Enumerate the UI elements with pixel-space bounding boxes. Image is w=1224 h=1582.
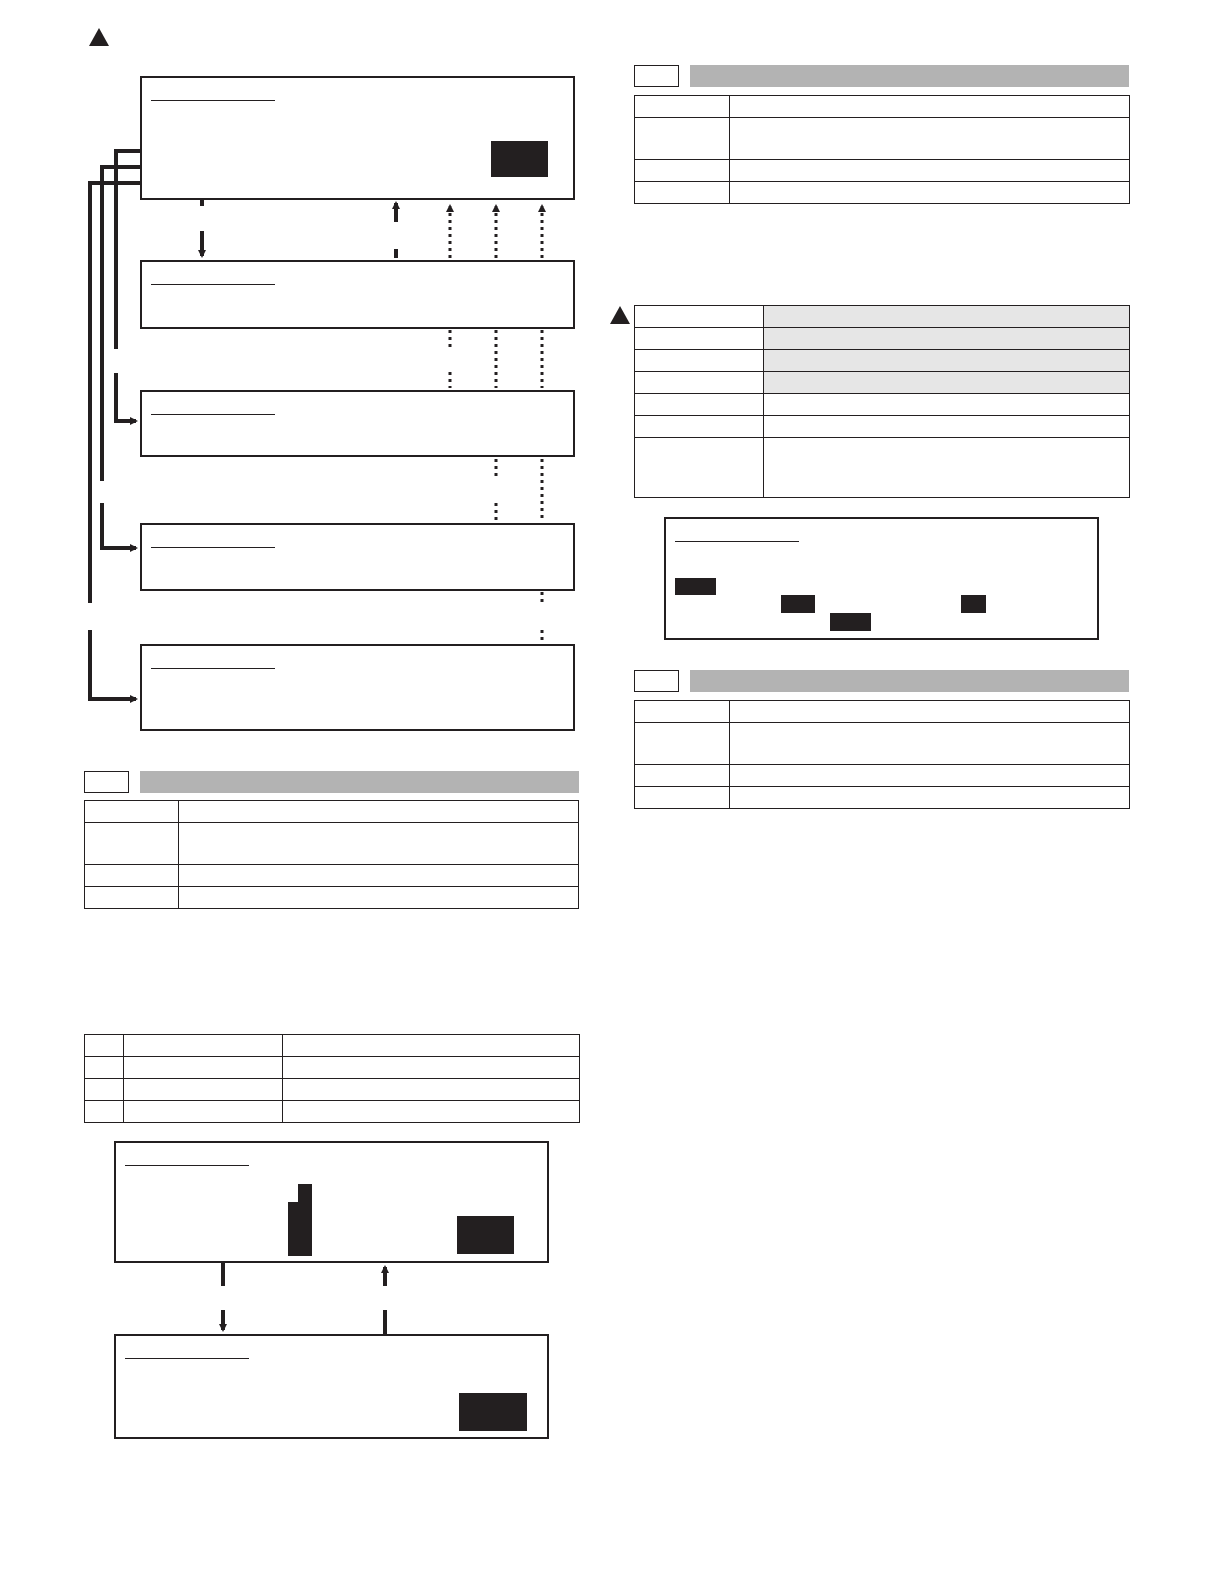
table-a <box>84 800 579 909</box>
table-row <box>635 765 1130 787</box>
table-cell <box>730 182 1130 204</box>
table-cell <box>635 328 764 350</box>
screen-highlight <box>457 1216 514 1254</box>
table-cell <box>635 96 730 118</box>
lcd-screen-2 <box>140 260 575 329</box>
screen-highlight <box>781 595 815 613</box>
table-a-heading <box>140 771 579 793</box>
table-cell <box>283 1057 580 1079</box>
table-cell <box>179 823 579 865</box>
table-row <box>635 394 1130 416</box>
table-c-tag <box>634 670 679 692</box>
table-cell <box>635 118 730 160</box>
table-cell <box>635 765 730 787</box>
table-b-tag <box>634 65 679 87</box>
table-cell <box>85 1101 124 1123</box>
table-cell <box>283 1079 580 1101</box>
screen-title <box>675 527 799 542</box>
table-cell <box>635 394 764 416</box>
table-cell <box>635 160 730 182</box>
table-row <box>635 160 1130 182</box>
lcd-screen-4 <box>140 523 575 591</box>
table-row <box>635 96 1130 118</box>
lcd-screen-7 <box>114 1334 549 1439</box>
table-cell <box>283 1035 580 1057</box>
table-row <box>85 865 579 887</box>
table-cell <box>635 723 730 765</box>
table-cell <box>179 801 579 823</box>
table-row <box>635 328 1130 350</box>
table-cell <box>85 1035 124 1057</box>
table-row <box>85 801 579 823</box>
table-cell <box>764 350 1130 372</box>
screen-title <box>151 86 275 101</box>
table-cell <box>124 1057 283 1079</box>
table-cell <box>635 438 764 498</box>
table-row <box>635 416 1130 438</box>
screen-title <box>151 654 275 669</box>
screen-title <box>125 1344 249 1359</box>
table-cell <box>635 787 730 809</box>
table-row <box>635 118 1130 160</box>
table-cell <box>635 416 764 438</box>
table-cell <box>764 306 1130 328</box>
table-cell <box>635 182 730 204</box>
table-row <box>85 887 579 909</box>
lcd-screen-1 <box>140 76 575 200</box>
table-cell <box>85 1079 124 1101</box>
table-cell <box>730 723 1130 765</box>
table-cell <box>730 787 1130 809</box>
lcd-screen-6 <box>114 1141 549 1263</box>
table-cell <box>730 96 1130 118</box>
table-c-heading <box>690 670 1129 692</box>
table-cell <box>730 701 1130 723</box>
screen-title <box>125 1151 249 1166</box>
table-cell <box>764 416 1130 438</box>
screen-highlight <box>675 578 716 595</box>
table-cell <box>85 1057 124 1079</box>
table-row <box>635 306 1130 328</box>
table-row <box>635 701 1130 723</box>
flow-line <box>116 151 140 349</box>
table-row <box>635 438 1130 498</box>
table-a-tag <box>84 771 129 793</box>
table-c <box>634 700 1130 809</box>
table-cell <box>764 328 1130 350</box>
flow-arrow <box>90 630 136 699</box>
table-cell <box>635 372 764 394</box>
table-row <box>85 1079 580 1101</box>
table-cell <box>730 118 1130 160</box>
screen-title <box>151 400 275 415</box>
table-cell <box>764 394 1130 416</box>
table-row <box>635 372 1130 394</box>
table-row <box>635 787 1130 809</box>
screen-highlight <box>459 1393 527 1431</box>
table-cell <box>635 306 764 328</box>
table-cell <box>179 865 579 887</box>
table-row <box>85 823 579 865</box>
table-row <box>85 1035 580 1057</box>
table-cell <box>124 1035 283 1057</box>
screen-highlight <box>491 141 548 177</box>
table-cell <box>283 1101 580 1123</box>
table-b-heading <box>690 65 1129 87</box>
table-row <box>635 350 1130 372</box>
table-cell <box>85 823 179 865</box>
code-table <box>84 1034 580 1123</box>
table-cell <box>85 801 179 823</box>
screen-title <box>151 270 275 285</box>
table-cell <box>124 1079 283 1101</box>
settings-table <box>634 305 1130 498</box>
table-cell <box>85 865 179 887</box>
table-cell <box>730 765 1130 787</box>
table-cell <box>764 438 1130 498</box>
table-cell <box>179 887 579 909</box>
table-cell <box>764 372 1130 394</box>
cursor-block <box>288 1202 312 1256</box>
table-cell <box>635 350 764 372</box>
screen-title <box>151 533 275 548</box>
lcd-screen-8 <box>664 517 1099 640</box>
table-cell <box>730 160 1130 182</box>
cursor-block <box>298 1184 312 1204</box>
screen-highlight <box>830 613 871 631</box>
flow-line <box>102 167 140 481</box>
table-row <box>85 1057 580 1079</box>
table-cell <box>635 701 730 723</box>
screen-highlight <box>961 595 986 613</box>
table-row <box>85 1101 580 1123</box>
lcd-screen-5 <box>140 644 575 731</box>
table-b <box>634 95 1130 204</box>
table-cell <box>85 887 179 909</box>
table-row <box>635 182 1130 204</box>
lcd-screen-3 <box>140 390 575 457</box>
table-cell <box>124 1101 283 1123</box>
flow-arrow <box>116 373 136 421</box>
table-row <box>635 723 1130 765</box>
flow-arrow <box>102 503 136 548</box>
